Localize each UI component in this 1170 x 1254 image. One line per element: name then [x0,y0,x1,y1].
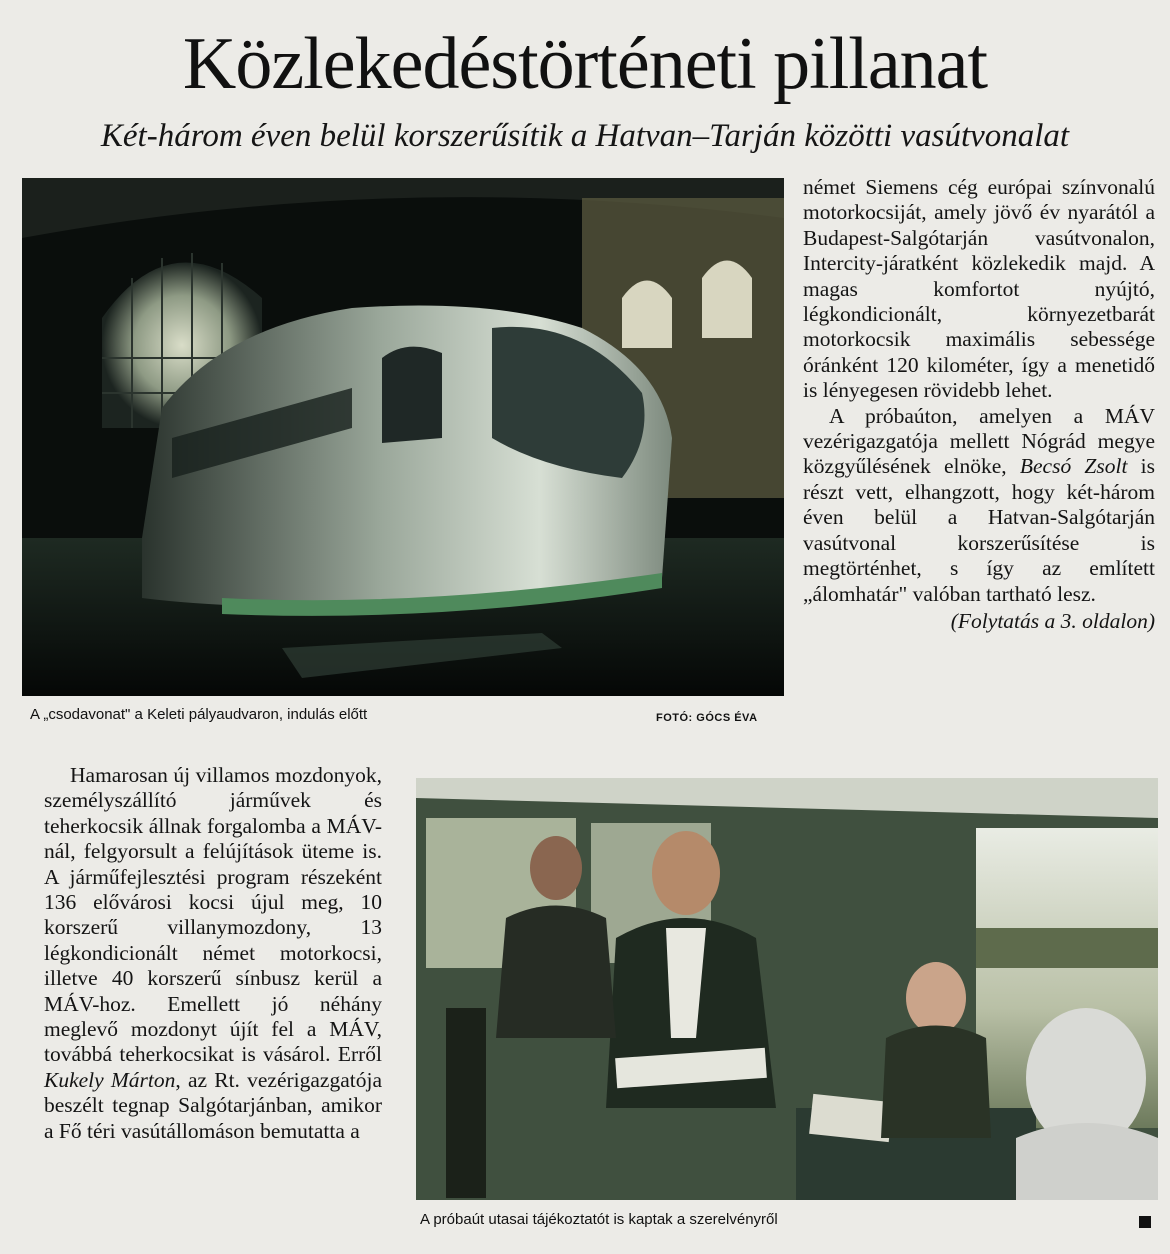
train-station-photo [22,178,784,696]
article-column-left [44,763,382,1144]
paragraph: német Siemens cég európai színvonalú motorkocsiját, amely jövő év nyarától a Budapest-Salgótarján vasútvonalon, Intercity-járatként közlekedik majd. A magas komfortot nyújtó, légkondicionált, környezetbarát motorkocsik maximális sebessége óránként 120 kilométer, így a menetidő is lényegesen rövidebb lehet. [803,175,1155,403]
paragraph [803,404,1155,607]
person-name: Becsó Zsolt [1019,454,1128,479]
passengers-illustration [416,778,1158,1200]
text-span: A próbaúton, amelyen a MÁV vezérigazgatója mellett Nógrád megye közgyűlésének elnöke, [803,403,1155,479]
paragraph [44,763,382,1144]
text-span: , az Rt. vezérigazgatója beszélt tegnap Salgótarjánban, amikor a Fő téri vasútállomáson bemutatta a [44,1067,382,1143]
passengers-photo [416,778,1158,1200]
text-span: Hamarosan új villamos mozdonyok, személyszállító járművek és teherkocsik állnak forgalomba a MÁV-nál, felgyorsult a felújítások üteme is. A járműfejlesztési program részeként 136 elővárosi kocsi újul meg, 10 korszerű villanymozdony, 13 légkondicionált német motorkocsi, illetve 40 korszerű sínbusz kerül a MÁV-hoz. Emellett jó néhány meglevő mozdonyt újít fel a MÁV, továbbá teherkocsikat is vásárol. Erről [44,763,382,1067]
continuation-note: (Folytatás a 3. oldalon) [950,608,1155,633]
text-span: is részt vett, elhangzott, hogy két-három éven belül a Hatvan-Salgótarján vasútvonal korszerűsítése is megtörténhet, s így az említett „álomhatár" valóban tartható lesz. [803,454,1156,606]
article-column-right [803,175,1155,634]
end-of-article-mark [1139,1216,1151,1228]
photo-caption-bottom: A próbaút utasai tájékoztatót is kaptak a szerelvényről [420,1211,778,1228]
subheadline: Két-három éven belül korszerűsítik a Hatvan–Tarján közötti vasútvonalat [100,118,1070,154]
photo-caption-top: A „csodavonat" a Keleti pályaudvaron, indulás előtt [30,706,368,723]
headline: Közlekedéstörténeti pillanat [182,23,988,105]
photo-credit: FOTÓ: GÓCS ÉVA [656,712,758,724]
train-illustration [22,178,784,696]
person-name: Kukely Márton [44,1067,176,1092]
